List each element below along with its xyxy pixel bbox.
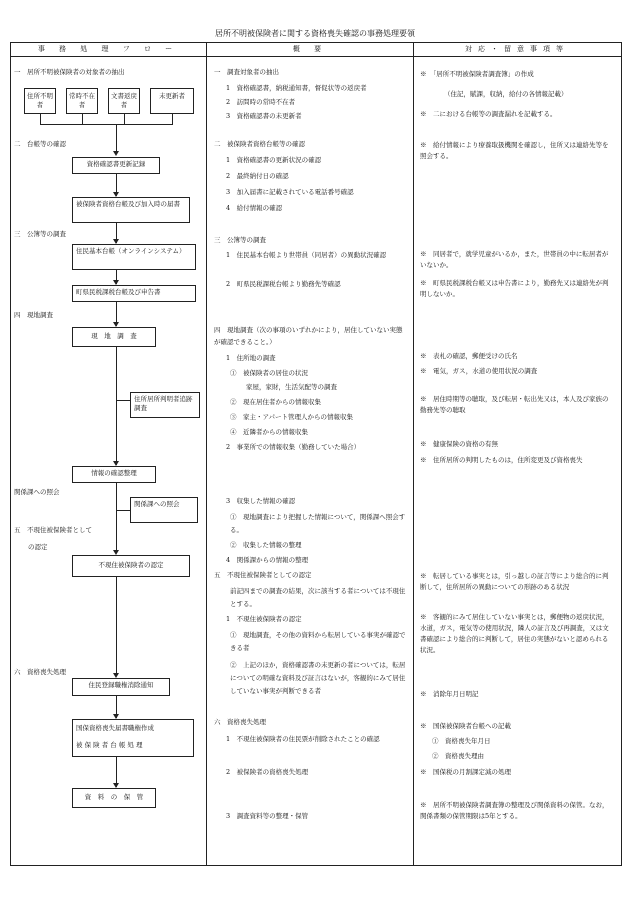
summary-item: 1 資格確認書，納税通知書，督促状等の返戻者 bbox=[226, 84, 367, 92]
summary-item: 3 資格確認書の未更新者 bbox=[226, 112, 302, 120]
note: ※ 健康保険の資格の有無 bbox=[420, 440, 498, 448]
box-label: 不現住被保険者の認定 bbox=[98, 561, 164, 569]
note: ※ 町県民税課税台帳又は申告書により，勤務先又は連絡先が判明しないか。 bbox=[420, 279, 609, 298]
flow-step-5b: の認定 bbox=[28, 543, 48, 551]
summary-paragraph: 前記四までの調査の結果，次に該当する者については不現住とする。 bbox=[230, 587, 406, 608]
box-label: 資格確認書更新記録 bbox=[86, 160, 146, 168]
flow-step-1: 一 居所不明被保険者の対象者の抽出 bbox=[14, 68, 125, 76]
column-divider bbox=[206, 42, 207, 865]
document-title: 居所不明被保険者に関する資格喪失確認の事務処理要領 bbox=[215, 29, 415, 38]
box-label: 住所不明者 bbox=[27, 92, 53, 109]
box-label: 被 保 険 者 台 帳 処 理 bbox=[76, 741, 143, 749]
summary-item: 3 調査資料等の整理・保管 bbox=[226, 812, 309, 820]
flow-box-resident-registry bbox=[72, 244, 196, 270]
note: ① 資格喪失年月日 bbox=[432, 737, 491, 745]
connector bbox=[116, 577, 117, 675]
note: ※ 二における台帳等の調査漏れを記載する。 bbox=[420, 110, 557, 118]
note: ※ 給付情報により療養取扱機関を確認し，住所又は連絡先等を照会する。 bbox=[420, 141, 609, 160]
summary-item: 1 住民基本台帳より世帯員（同居者）の異動状況確認 bbox=[226, 251, 387, 259]
summary-item: ③ 家主・アパート管理人からの情報収集 bbox=[230, 413, 353, 421]
flow-step-2: 二 台帳等の確認 bbox=[14, 140, 66, 148]
arrow-down-icon bbox=[113, 151, 119, 156]
connector bbox=[116, 510, 130, 511]
header-notes: 対応・留意事項等 bbox=[465, 45, 569, 53]
summary-heading-5: 五 不現住被保険者としての認定 bbox=[214, 571, 312, 579]
box-label: 被保険者資格台帳及び加入時の届書 bbox=[76, 200, 180, 208]
summary-item: ① 現地調査により把握した情報について，関係課へ照会する。 bbox=[230, 513, 406, 534]
summary-item: 3 加入届書に記載されている電話番号確認 bbox=[226, 188, 354, 196]
summary-item: ④ 近隣者からの情報収集 bbox=[230, 428, 308, 436]
box-label: 関係課への照会 bbox=[134, 500, 180, 508]
summary-heading-4: 四 現地調査（次の事項のいずれかにより，居住していない実態が確認できること。） bbox=[214, 326, 403, 346]
summary-item: 2 事業所での情報収集（勤務していた場合） bbox=[226, 443, 361, 451]
box-label: 情報の確認整理 bbox=[91, 469, 137, 477]
connector bbox=[116, 400, 130, 401]
connector bbox=[172, 114, 173, 124]
flow-step-inquiry: 関係課への照会 bbox=[14, 488, 60, 496]
note: ※ 客観的にみて居住していない事実とは，郵便物の返戻状況，水道，ガス，電気等の使用状況，隣人の証言及び再調査，又は文書確認により総合的に判断して，居住の実態がないと認められる状況。 bbox=[420, 613, 609, 654]
box-label: 現 地 調 査 bbox=[91, 332, 137, 340]
connector bbox=[82, 114, 83, 124]
flow-box-loss-processing bbox=[72, 719, 194, 757]
summary-item: ② 上記のほか，資格確認書の未更新の者については，転居についての明確な資料及び証言はないが，客観的にみて居住していない事実が判断できる者 bbox=[230, 661, 406, 695]
flow-box-info-review bbox=[72, 466, 156, 483]
summary-item: ② 収集した情報の整理 bbox=[230, 541, 302, 549]
flow-step-5: 五 不現住被保険者として bbox=[14, 526, 92, 534]
flow-box-always-absent bbox=[66, 88, 98, 114]
connector bbox=[40, 114, 41, 124]
summary-item: 1 不現住被保険者の住民票が削除されたことの確認 bbox=[226, 735, 380, 743]
box-label: 国保資格喪失届書職権作成 bbox=[76, 724, 154, 732]
summary-item: 2 訪問時の常時不在者 bbox=[226, 98, 296, 106]
flow-box-not-renewed bbox=[150, 88, 194, 114]
note: ※ 同居者で，就学児童がいるか，また，世帯員の中に転居者がいないか。 bbox=[420, 250, 609, 269]
note: ※ 転居している事実とは，引っ越しの証言等により総合的に判断して，住所居所の異動についての形跡のある状況 bbox=[420, 572, 609, 591]
box-label: 資 料 の 保 管 bbox=[84, 793, 144, 801]
note: ※ 電気，ガス，水道の使用状況の調査 bbox=[420, 367, 538, 375]
flow-box-ledger bbox=[72, 197, 190, 223]
summary-heading-6: 六 資格喪失処理 bbox=[214, 718, 266, 726]
flow-box-renewal-record bbox=[72, 157, 160, 174]
note: ※ 「居所不明被保険者調査簿」の作成 bbox=[420, 70, 534, 78]
flow-box-returned-docs bbox=[108, 88, 140, 114]
note: ※ 住所居所の判明したものは，住所変更及び資格喪失 bbox=[420, 456, 583, 464]
box-label: 常時不在者 bbox=[69, 92, 95, 109]
column-divider bbox=[413, 42, 414, 865]
summary-item: 2 最終納付日の確認 bbox=[226, 172, 289, 180]
flow-box-tax-ledger bbox=[72, 285, 196, 302]
summary-item: 4 給付情報の確認 bbox=[226, 204, 283, 212]
header-flow: 事 務 処 理 フ ロ ー bbox=[37, 45, 179, 53]
note: ※ 国保税の月割課定減の処理 bbox=[420, 768, 511, 776]
note: ※ 居住時期等の聴取，及び転居・転出先又は，本人及び家族の勤務先等の聴取 bbox=[420, 395, 609, 414]
box-label: 未更新者 bbox=[159, 92, 185, 100]
box-label: 住所居所判明者追跡調査 bbox=[134, 395, 193, 412]
box-label: 町県民税課税台帳及び申告書 bbox=[76, 288, 161, 296]
flow-box-inquiry bbox=[130, 497, 198, 523]
header-divider bbox=[10, 56, 621, 57]
summary-item: 2 町県民税課税台帳より勤務先等確認 bbox=[226, 280, 341, 288]
summary-item: 1 不現住被保険者の認定 bbox=[226, 615, 302, 623]
box-label: 住民登録職権消除通知 bbox=[88, 681, 154, 689]
summary-heading-2: 二 被保険者資格台帳等の確認 bbox=[214, 140, 305, 148]
connector bbox=[116, 124, 117, 154]
note: ※ 居所不明被保険者調査簿の整理及び関係資料の保管。なお，関係書類の保管期限は5年とする。 bbox=[420, 801, 609, 820]
note: ※ 国保被保険者台帳への記載 bbox=[420, 722, 511, 730]
summary-item: ② 現在居住者からの情報収集 bbox=[230, 398, 321, 406]
connector bbox=[116, 483, 117, 553]
summary-item: 1 資格確認書の更新状況の確認 bbox=[226, 156, 322, 164]
flow-step-3: 三 公簿等の調査 bbox=[14, 230, 66, 238]
box-label: 住民基本台帳（オンラインシステム） bbox=[76, 247, 186, 255]
box-label: 文書返戻者 bbox=[111, 92, 137, 109]
flow-step-6: 六 資格喪失処理 bbox=[14, 668, 66, 676]
note: ※ 表札の確認，郵便受けの氏名 bbox=[420, 352, 518, 360]
summary-item: 1 住所地の調査 bbox=[226, 354, 276, 362]
connector bbox=[124, 114, 125, 124]
flow-box-deletion-notice bbox=[72, 678, 170, 696]
connector bbox=[40, 124, 173, 125]
summary-item: ① 現地調査，その他の資料から転居している事実が確認できる者 bbox=[230, 631, 406, 652]
summary-item: 家屋，家財，生活気配等の調査 bbox=[246, 383, 337, 391]
flow-box-field-survey bbox=[72, 327, 156, 347]
flow-box-nonresident bbox=[72, 555, 190, 577]
note: （住記，賦課，収納，給付の各情報記載） bbox=[444, 90, 568, 98]
summary-heading-1: 一 調査対象者の抽出 bbox=[214, 68, 279, 76]
note: ※ 消除年月日明記 bbox=[420, 690, 479, 698]
summary-item: 4 関係課からの情報の整理 bbox=[226, 556, 309, 564]
summary-item: ① 被保険者の居住の状況 bbox=[230, 369, 308, 377]
connector bbox=[116, 347, 117, 465]
header-summary: 概 要 bbox=[292, 45, 328, 53]
flow-box-unknown-address bbox=[24, 88, 56, 114]
flow-box-storage bbox=[72, 788, 156, 808]
summary-heading-3: 三 公簿等の調査 bbox=[214, 236, 266, 244]
flow-step-4: 四 現地調査 bbox=[14, 311, 53, 319]
flow-box-tracking-survey bbox=[130, 392, 200, 418]
summary-item: 2 被保険者の資格喪失処理 bbox=[226, 768, 309, 776]
summary-item: 3 収集した情報の確認 bbox=[226, 497, 296, 505]
note: ② 資格喪失理由 bbox=[432, 752, 484, 760]
